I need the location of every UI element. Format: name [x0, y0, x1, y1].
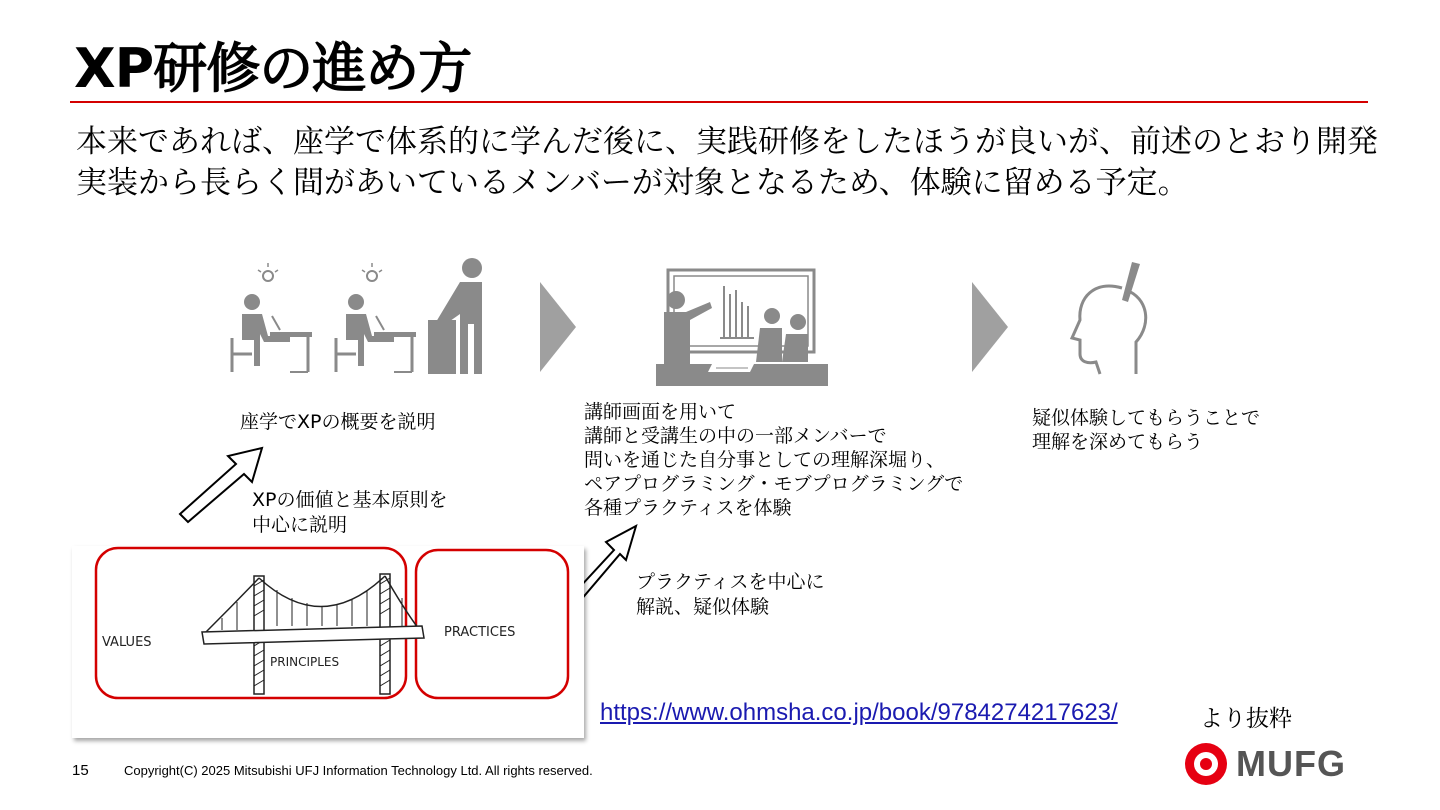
mufg-logo	[1182, 740, 1372, 790]
bridge-sketch	[72, 546, 584, 738]
presentation-icon	[654, 266, 830, 390]
step2-line: ペアプログラミング・モブプログラミングで	[584, 473, 964, 495]
chevron-right-icon	[538, 282, 578, 372]
source-link[interactable]: https://www.ohmsha.co.jp/book/9784274217623/	[600, 699, 1118, 726]
principles-label: PRINCIPLES	[270, 655, 340, 669]
title-divider	[70, 101, 1368, 103]
step2-line: 各種プラクティスを体験	[584, 497, 792, 519]
values-label: VALUES	[102, 635, 152, 650]
step2-line: 講師画面を用いて	[584, 401, 737, 423]
classroom-icon	[222, 258, 492, 378]
copyright-text: Copyright(C) 2025 Mitsubishi UFJ Information Technology Ltd. All rights reserved.	[124, 763, 593, 778]
step3-line: 疑似体験してもらうことで	[1032, 407, 1261, 429]
page-title: XP研修の進め方	[74, 37, 472, 100]
practices-label: PRACTICES	[444, 625, 516, 640]
note-line: 中心に説明	[252, 514, 348, 536]
mufg-wordmark: MUFG	[1236, 743, 1346, 784]
note-line: プラクティスを中心に	[636, 571, 825, 593]
chevron-right-icon	[970, 282, 1010, 372]
step2-line: 問いを通じた自分事としての理解深堀り、	[584, 449, 946, 471]
practices-note	[636, 570, 824, 620]
note-line: 解説、疑似体験	[636, 596, 770, 618]
step1-caption: 座学でXPの概要を説明	[240, 411, 436, 433]
step2-caption	[584, 400, 963, 520]
bridge-drawing	[72, 546, 584, 738]
step3-line: 理解を深めてもらう	[1032, 431, 1204, 453]
note-line: XPの価値と基本原則を	[252, 489, 448, 511]
values-principles-note	[252, 488, 447, 538]
page-number: 15	[72, 762, 89, 779]
step2-line: 講師と受講生の中の一部メンバーで	[584, 425, 887, 447]
source-suffix: より抜粋	[1200, 706, 1292, 732]
mufg-mark-icon	[1182, 740, 1232, 790]
thinking-head-icon	[1064, 258, 1164, 378]
lead-paragraph: 本来であれば、座学で体系的に学んだ後に、実践研修をしたほうが良いが、前述のとおり開発実装から長らく間があいているメンバーが対象となるため、体験に留める予定。	[76, 124, 1378, 201]
step3-caption	[1032, 406, 1260, 454]
